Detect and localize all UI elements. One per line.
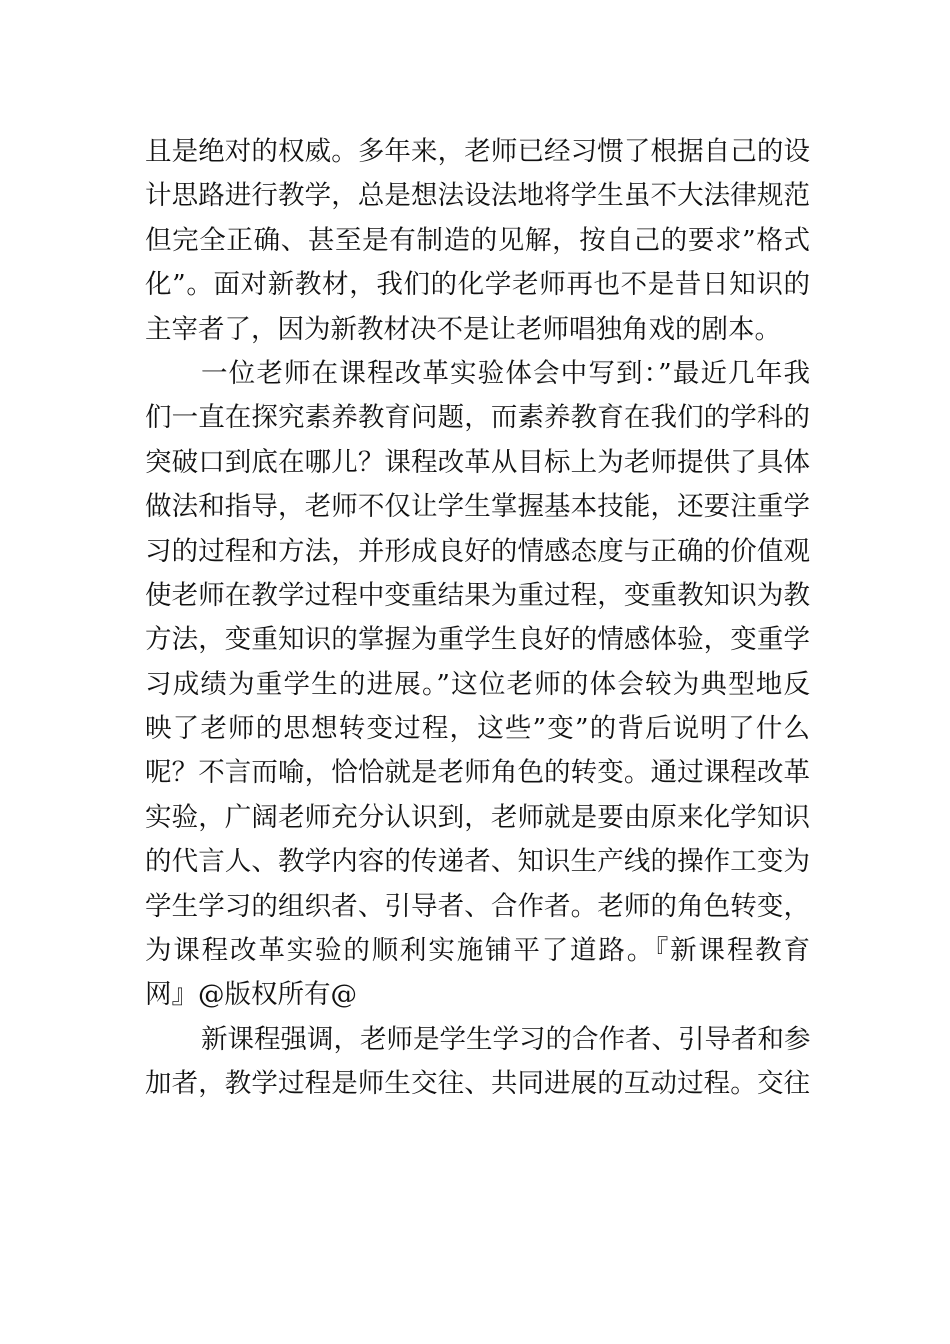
text-line: 网』@版权所有@: [145, 979, 357, 1011]
text-line: 主宰者了，因为新教材决不是让老师唱独角戏的剧本。: [145, 313, 781, 345]
text-line: 且是绝对的权威。多年来，老师已经习惯了根据自己的设: [145, 136, 810, 167]
text-line: 一位老师在课程改革实验体会中写到：”最近几年我: [201, 357, 810, 389]
text-line: 习成绩为重学生的进展。”这位老师的体会较为典型地反: [145, 668, 810, 700]
text-line: 们一直在探究素养教育问题，而素养教育在我们的学科的: [145, 402, 810, 434]
text-line: 映了老师的思想转变过程，这些”变”的背后说明了什么: [145, 713, 810, 745]
text-line: 加者，教学过程是师生交往、共同进展的互动过程。交往: [145, 1068, 810, 1100]
text-line: 化”。面对新教材，我们的化学老师再也不是昔日知识的: [145, 269, 810, 301]
text-line: 为课程改革实验的顺利实施铺平了道路。『新课程教育: [145, 935, 810, 967]
document-body-text: [145, 130, 810, 1107]
text-line: 方法，变重知识的掌握为重学生良好的情感体验，变重学: [145, 624, 810, 656]
text-line: 做法和指导，老师不仅让学生掌握基本技能，还要注重学: [145, 491, 810, 523]
text-line: 学生学习的组织者、引导者、合作者。老师的角色转变，: [145, 890, 810, 922]
text-line: 使老师在教学过程中变重结果为重过程，变重教知识为教: [145, 579, 810, 611]
text-line: 突破口到底在哪儿？课程改革从目标上为老师提供了具体: [145, 446, 810, 478]
text-line: 呢？不言而喻，恰恰就是老师角色的转变。通过课程改革: [145, 757, 810, 789]
text-line: 计思路进行教学，总是想法设法地将学生虽不大法律规范: [145, 180, 810, 212]
text-line: 新课程强调，老师是学生学习的合作者、引导者和参: [201, 1023, 811, 1055]
text-line: 的代言人、教学内容的传递者、知识生产线的操作工变为: [145, 846, 810, 878]
text-line: 但完全正确、甚至是有制造的见解，按自己的要求”格式: [145, 224, 810, 256]
text-line: 习的过程和方法，并形成良好的情感态度与正确的价值观: [145, 535, 810, 567]
text-line: 实验，广阔老师充分认识到，老师就是要由原来化学知识: [145, 801, 810, 833]
